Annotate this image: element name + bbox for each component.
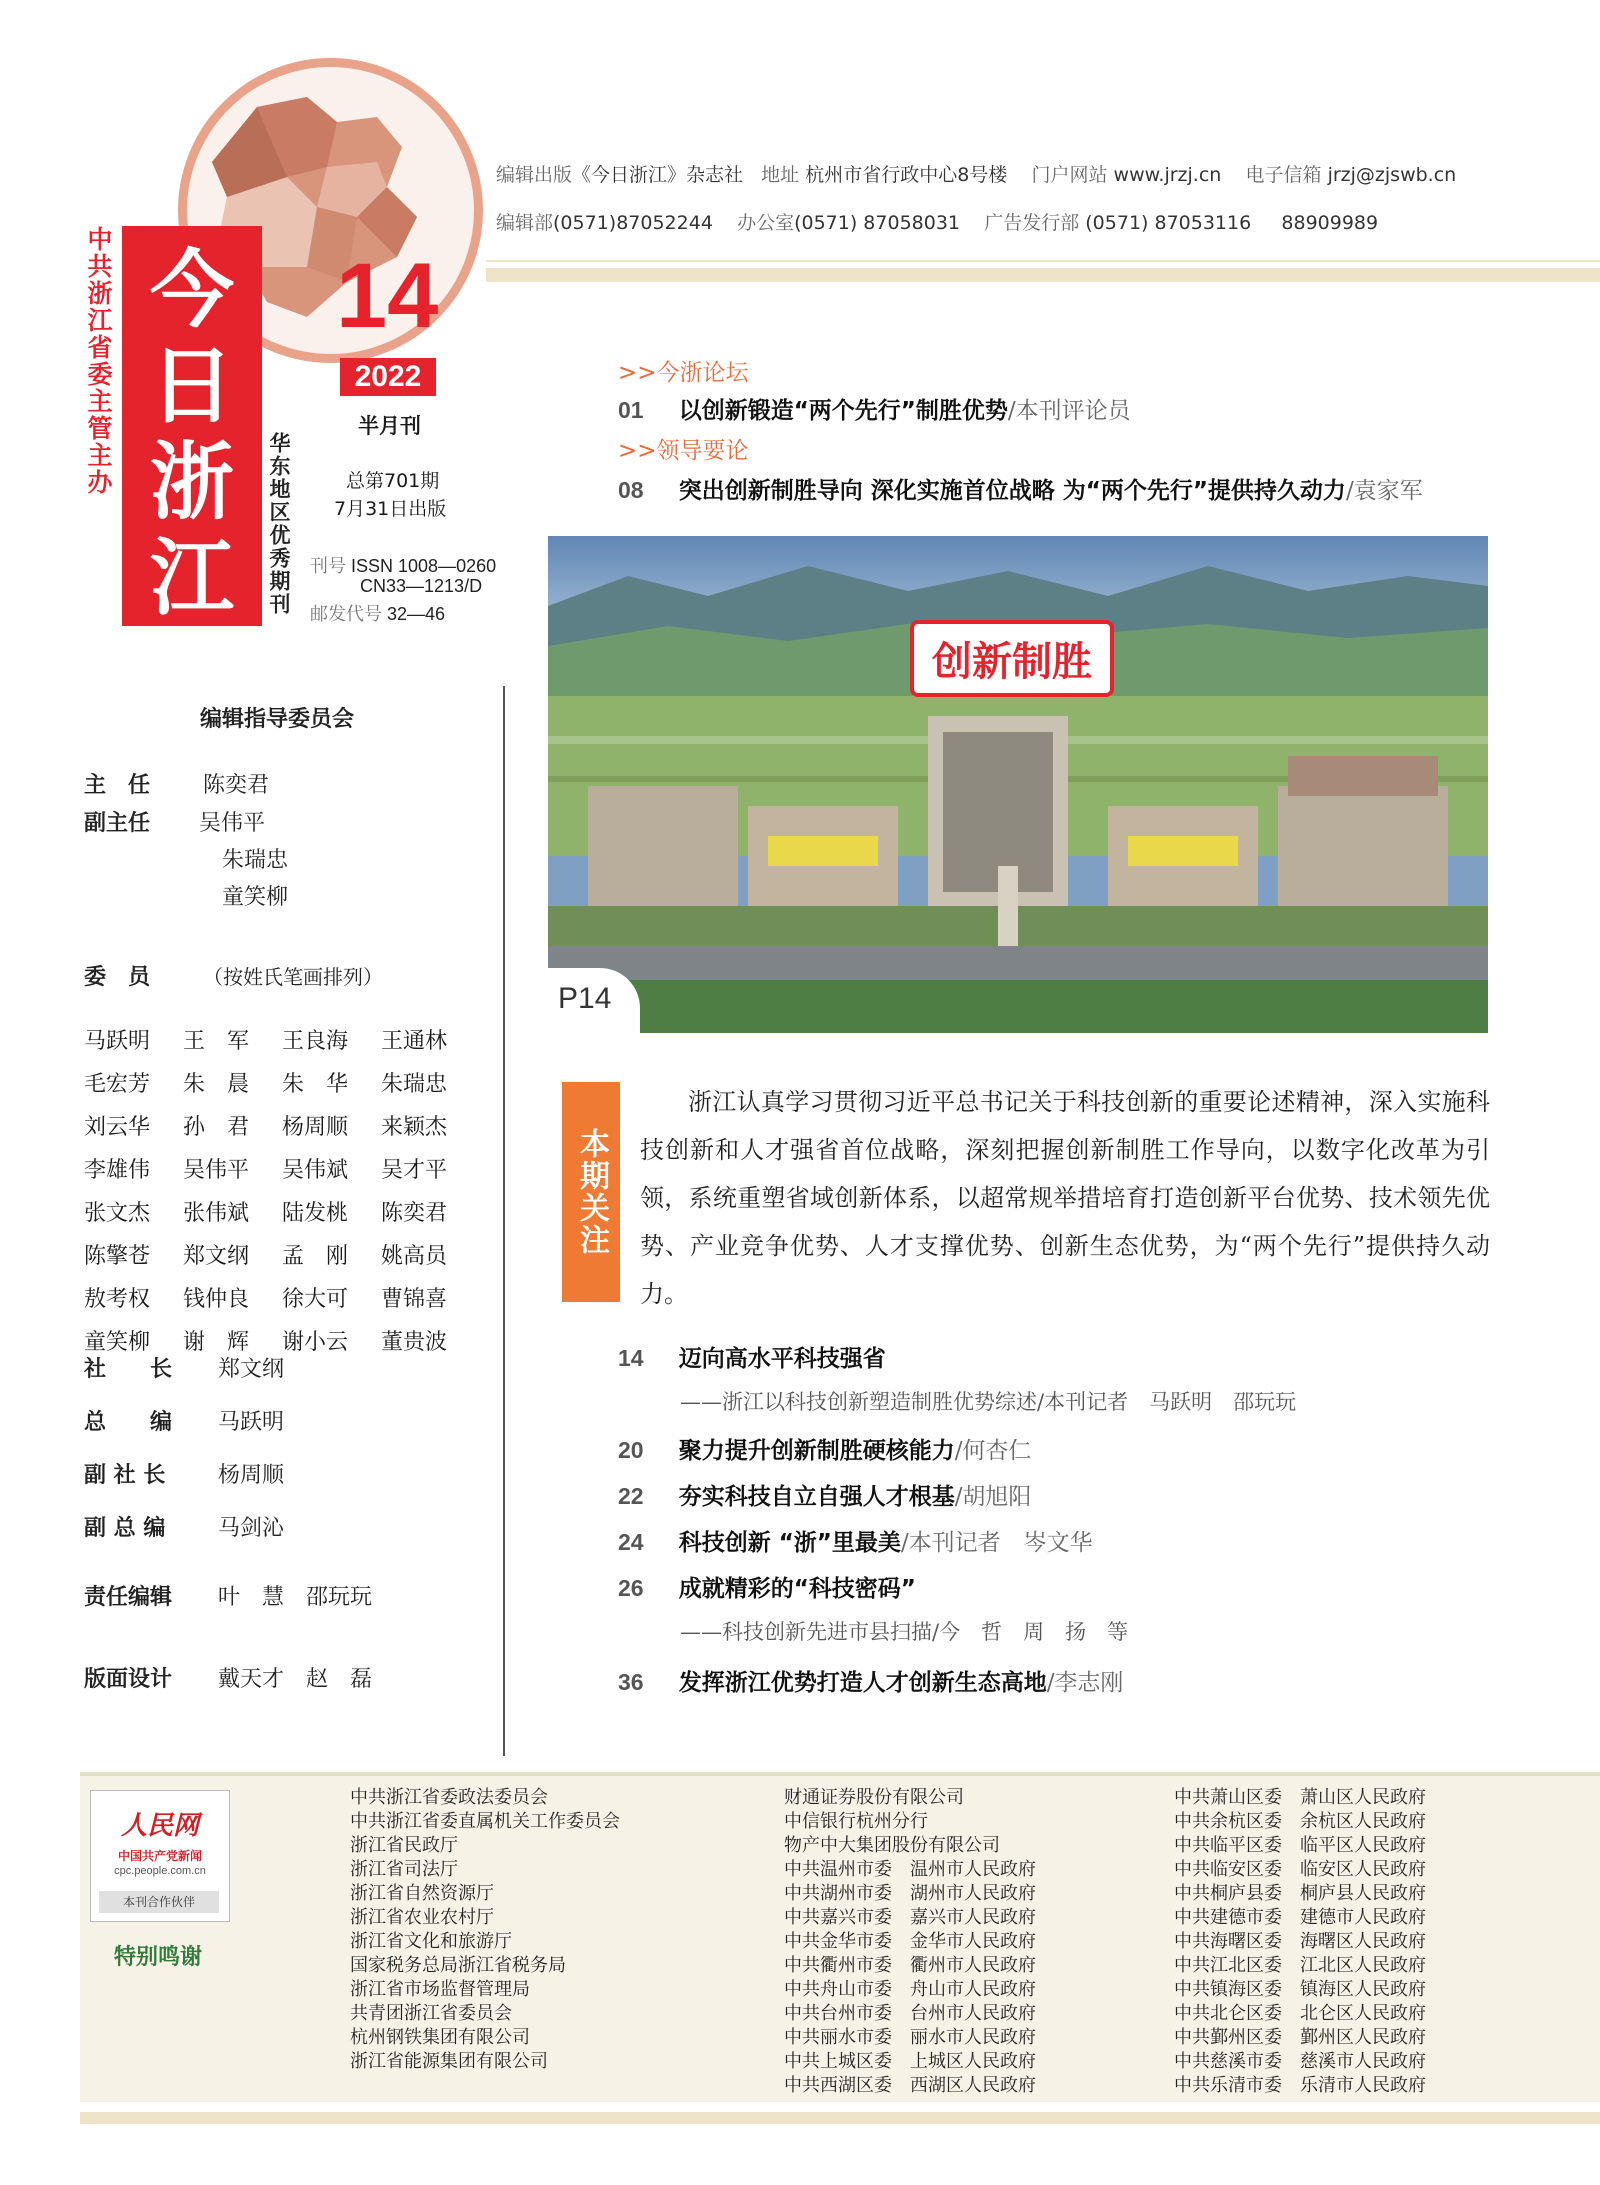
sponsor-name: 浙江省农业农村厅	[350, 1907, 494, 1928]
member-name: 吴伟平	[183, 1158, 250, 1183]
toc-entry[interactable]	[618, 392, 1131, 425]
toc-title: 夯实科技自立自强人才根基/胡旭阳	[678, 1484, 1032, 1510]
toc-title: 以创新锻造“两个先行”制胜优势/本刊评论员	[678, 398, 1131, 424]
sponsor-name: 中共北仑区委 北仑区人民政府	[1174, 2003, 1426, 2024]
partner-logo-mark: 人民网	[120, 1811, 199, 1841]
sponsor-name: 中共浙江省委政法委员会	[350, 1787, 548, 1808]
title-char: 今	[149, 240, 234, 339]
cn-line: CN33—1213/D	[360, 576, 483, 596]
total-issue: 总第701期	[346, 470, 440, 492]
committee-members-row: 委 员 （按姓氏笔画排列）	[84, 965, 384, 990]
email-link[interactable]: jrzj@zjswb.cn	[1327, 164, 1457, 186]
toc-entry[interactable]	[618, 1570, 916, 1603]
sponsor-name: 中信银行杭州分行	[784, 1811, 928, 1832]
toc-title: 迈向高水平科技强省	[678, 1346, 886, 1372]
member-name: 王良海	[282, 1029, 349, 1054]
sponsor-name: 中共温州市委 温州市人民政府	[784, 1859, 1036, 1880]
sponsor-name: 中共上城区委 上城区人民政府	[784, 2051, 1036, 2072]
header-divider	[486, 260, 1600, 262]
member-name: 孙 君	[183, 1115, 250, 1140]
sponsor-name: 中共湖州市委 湖州市人民政府	[784, 1883, 1036, 1904]
sponsor-name: 中共海曙区委 海曙区人民政府	[1174, 1931, 1426, 1952]
staff-row: 版面设计 戴天才 赵 磊	[84, 1667, 373, 1692]
postal-line: 邮发代号 32—46	[310, 604, 446, 624]
sponsor-name: 中共浙江省委直属机关工作委员会	[350, 1811, 620, 1832]
member-name: 董贵波	[381, 1330, 448, 1355]
toc-title: 突出创新制胜导向 深化实施首位战略 为“两个先行”提供持久动力/袁家军	[678, 478, 1423, 504]
staff-row: 副 总 编 马剑沁	[84, 1516, 285, 1541]
sponsor-name: 浙江省民政厅	[350, 1835, 458, 1856]
member-name: 朱 晨	[183, 1072, 250, 1097]
member-name: 姚高员	[381, 1244, 448, 1269]
section-heading: >>今浙论坛	[618, 360, 749, 386]
member-name: 孟 刚	[282, 1244, 349, 1269]
column-divider	[503, 686, 505, 1756]
focus-summary: 浙江认真学习贯彻习近平总书记关于科技创新的重要论述精神，深入实施科技创新和人才强省首位战略，深刻把握创新制胜工作导向，以数字化改革为引领，系统重塑省域创新体系，以超常规举措培育打造创新平台优势、技术领先优势、产业竞争优势、人才支撑优势、创新生态优势，为“两个先行”提供持久动力。	[640, 1088, 1490, 1308]
staff-row: 社 长 郑文纲	[84, 1357, 285, 1382]
toc-title: 成就精彩的“科技密码”	[678, 1576, 916, 1602]
title-char: 浙	[149, 432, 234, 531]
member-name: 曹锦喜	[381, 1287, 448, 1312]
footer-top-rule	[80, 1772, 1600, 1776]
toc-subtitle: ——浙江以科技创新塑造制胜优势综述/本刊记者 马跃明 邵玩玩	[680, 1390, 1297, 1414]
toc-entry[interactable]	[618, 472, 1423, 505]
issue-number: 14	[336, 245, 439, 347]
header-info-line-2: 编辑部(0571)87052244 办公室(0571) 87058031 广告发行部 (0571) 87053116 88909989	[496, 212, 1379, 234]
member-name: 谢 辉	[183, 1330, 250, 1355]
toc-page-number: 20	[618, 1437, 644, 1463]
sponsor-name: 中共临安区委 临安区人民政府	[1174, 1859, 1426, 1880]
committee-member-grid	[84, 1024, 480, 1356]
sponsor-name: 中共江北区委 江北区人民政府	[1174, 1955, 1426, 1976]
sponsor-name: 中共余杭区委 余杭区人民政府	[1174, 1811, 1426, 1832]
member-name: 来颖杰	[381, 1115, 448, 1140]
feature-photo	[548, 536, 1488, 1033]
member-name: 童笑柳	[84, 1330, 151, 1355]
sponsor-name: 中共嘉兴市委 嘉兴市人民政府	[784, 1907, 1036, 1928]
member-name: 李雄伟	[84, 1158, 151, 1183]
toc-title: 发挥浙江优势打造人才创新生态高地/李志刚	[678, 1670, 1124, 1696]
member-name: 谢小云	[282, 1330, 349, 1355]
issn-line: 刊号 ISSN 1008—0260	[310, 556, 497, 576]
committee-director-row: 主 任 陈奕君	[84, 773, 270, 798]
member-name: 刘云华	[84, 1115, 151, 1140]
publish-date: 7月31日出版	[334, 498, 447, 520]
member-name: 吴伟斌	[282, 1158, 349, 1183]
header-info-line-1: 编辑出版《今日浙江》杂志社 地址 杭州市省行政中心8号楼 门户网站 www.jrzj.cn 电子信箱 jrzj@zjswb.cn	[496, 164, 1457, 186]
sponsor-name: 中共建德市委 建德市人民政府	[1174, 1907, 1426, 1928]
toc-page-number: 14	[618, 1345, 644, 1371]
year-badge: 2022	[340, 358, 436, 396]
toc-title: 聚力提升创新制胜硬核能力/何杏仁	[678, 1438, 1032, 1464]
sponsor-name: 中共鄞州区委 鄞州区人民政府	[1174, 2027, 1426, 2048]
member-name: 陆发桃	[282, 1201, 349, 1226]
member-name: 杨周顺	[282, 1115, 349, 1140]
toc-subtitle: ——科技创新先进市县扫描/今 哲 周 扬 等	[680, 1620, 1129, 1644]
sponsor-name: 浙江省文化和旅游厅	[350, 1931, 512, 1952]
sponsor-name: 中共临平区委 临平区人民政府	[1174, 1835, 1426, 1856]
toc-entry[interactable]	[618, 1432, 1031, 1465]
sponsor-name: 浙江省能源集团有限公司	[350, 2051, 548, 2072]
member-name: 王通林	[381, 1029, 448, 1054]
member-name: 张文杰	[84, 1201, 151, 1226]
sponsor-name: 财通证券股份有限公司	[784, 1787, 964, 1808]
sponsor-name: 国家税务总局浙江省税务局	[350, 1955, 566, 1976]
sponsor-name: 中共丽水市委 丽水市人民政府	[784, 2027, 1036, 2048]
toc-page-number: 01	[618, 397, 644, 423]
sponsor-column-1	[350, 1786, 620, 2074]
toc-page-number: 22	[618, 1483, 644, 1509]
toc-page-number: 26	[618, 1575, 644, 1601]
award-text: 华东地区优秀期刊	[267, 432, 291, 616]
member-name: 陈奕君	[381, 1201, 448, 1226]
sponsor-name: 中共慈溪市委 慈溪市人民政府	[1174, 2051, 1426, 2072]
partner-logo-tag: 本刊合作伙伴	[99, 1891, 219, 1913]
sponsor-name: 共青团浙江省委员会	[350, 2003, 512, 2024]
member-name: 钱仲良	[183, 1287, 250, 1312]
committee-vice-name: 朱瑞忠	[222, 848, 289, 873]
sponsor-name: 中共西湖区委 西湖区人民政府	[784, 2075, 1036, 2096]
photo-tag: 创新制胜	[910, 620, 1114, 697]
header-band	[486, 268, 1600, 282]
sponsor-name: 中共舟山市委 舟山市人民政府	[784, 1979, 1036, 2000]
sponsor-name: 中共金华市委 金华市人民政府	[784, 1931, 1036, 1952]
member-name: 徐大可	[282, 1287, 349, 1312]
section-heading: >>领导要论	[618, 438, 749, 464]
member-name: 王 军	[183, 1029, 250, 1054]
photo-page-tag[interactable]: P14	[548, 968, 640, 1033]
member-name: 毛宏芳	[84, 1072, 151, 1097]
toc-entry[interactable]	[618, 1664, 1123, 1697]
sponsor-column-2	[784, 1786, 1036, 2098]
committee-heading: 编辑指导委员会	[200, 707, 355, 732]
magazine-title-block	[122, 226, 262, 626]
partner-logo[interactable]	[90, 1790, 230, 1922]
sponsor-name: 中共衢州市委 衢州市人民政府	[784, 1955, 1036, 1976]
sponsor-name: 物产中大集团股份有限公司	[784, 1835, 1000, 1856]
sponsor-name: 杭州钢铁集团有限公司	[350, 2027, 530, 2048]
sponsor-column-3	[1174, 1786, 1426, 2098]
member-name: 朱瑞忠	[381, 1072, 448, 1097]
sponsor-name: 浙江省市场监督管理局	[350, 1979, 530, 2000]
member-name: 朱 华	[282, 1072, 349, 1097]
member-name: 陈擎苍	[84, 1244, 151, 1269]
sponsor-name: 中共桐庐县委 桐庐县人民政府	[1174, 1883, 1426, 1904]
staff-row: 责任编辑 叶 慧 邵玩玩	[84, 1585, 373, 1610]
title-char: 江	[149, 528, 234, 627]
sponsor-name: 中共台州市委 台州市人民政府	[784, 2003, 1036, 2024]
frequency: 半月刊	[358, 414, 421, 438]
sponsor-name: 浙江省司法厅	[350, 1859, 458, 1880]
staff-row: 副 社 长 杨周顺	[84, 1463, 285, 1488]
member-name: 马跃明	[84, 1029, 151, 1054]
sponsor-name: 浙江省自然资源厅	[350, 1883, 494, 1904]
sponsor-text: 中共浙江省委主管主办	[84, 226, 113, 496]
sponsor-name: 中共乐清市委 乐清市人民政府	[1174, 2075, 1426, 2096]
toc-entry[interactable]	[618, 1340, 886, 1373]
title-char: 日	[149, 336, 234, 435]
focus-label: 本期关注	[562, 1082, 620, 1302]
toc-page-number: 24	[618, 1529, 644, 1555]
partner-logo-url: cpc.people.com.cn	[114, 1865, 206, 1877]
member-name: 吴才平	[381, 1158, 448, 1183]
special-thanks: 特别鸣谢	[114, 1944, 203, 1970]
committee-vice-row: 副主任 吴伟平	[84, 811, 266, 836]
committee-vice-name: 童笑柳	[222, 885, 289, 910]
toc-entry[interactable]	[618, 1478, 1031, 1511]
staff-row: 总 编 马跃明	[84, 1410, 285, 1435]
member-name: 张伟斌	[183, 1201, 250, 1226]
member-name: 郑文纲	[183, 1244, 250, 1269]
toc-title: 科技创新 “浙”里最美/本刊记者 岑文华	[678, 1530, 1093, 1556]
partner-logo-sub: 中国共产党新闻	[117, 1849, 202, 1863]
toc-page-number: 08	[618, 477, 644, 503]
member-name: 敖考权	[84, 1287, 151, 1312]
website-link[interactable]: www.jrzj.cn	[1113, 164, 1222, 186]
toc-page-number: 36	[618, 1669, 644, 1695]
sponsor-name: 中共萧山区委 萧山区人民政府	[1174, 1787, 1426, 1808]
footer-bottom-band	[80, 2112, 1600, 2124]
sponsor-name: 中共镇海区委 镇海区人民政府	[1174, 1979, 1426, 2000]
toc-entry[interactable]	[618, 1524, 1093, 1557]
